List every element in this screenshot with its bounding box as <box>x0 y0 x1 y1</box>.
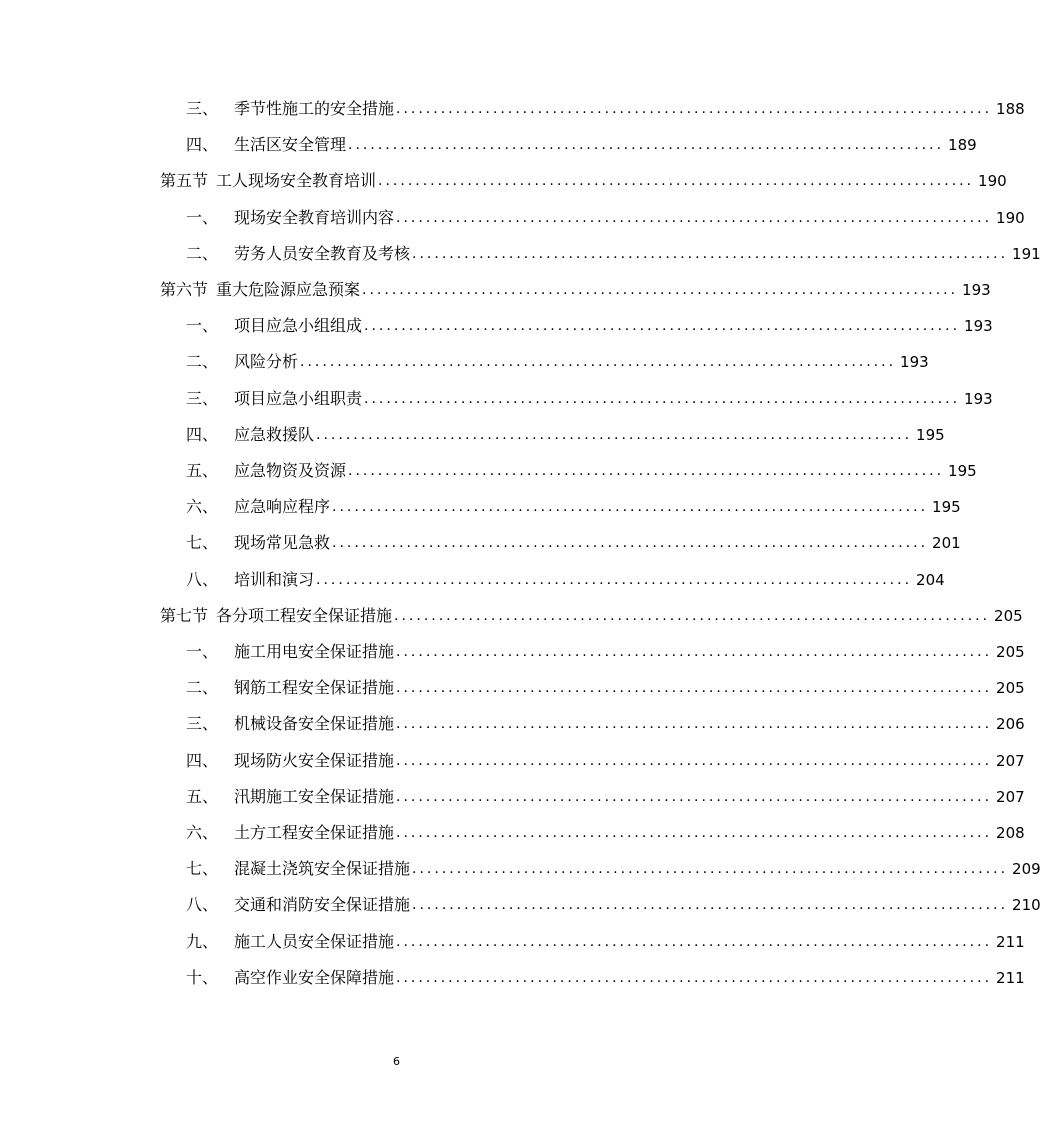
toc-entry-number: 四、 <box>186 135 219 155</box>
toc-entry-title: 项目应急小组职责 <box>234 388 363 408</box>
toc-entry-number: 七、 <box>186 533 219 553</box>
toc-entry <box>186 344 929 380</box>
toc-entry-title: 高空作业安全保障措施 <box>234 967 395 987</box>
toc-entry-title: 现场常见急救 <box>234 533 331 553</box>
toc-section-entry <box>160 598 1023 634</box>
toc-entry-page: 208 <box>996 824 1025 842</box>
toc-entry-page: 205 <box>994 606 1023 625</box>
toc-entry-page: 209 <box>1012 860 1041 879</box>
toc-entry-number: 二、 <box>186 678 219 698</box>
toc-entry-number: 三、 <box>186 714 219 734</box>
toc-entry-number: 五、 <box>186 786 219 806</box>
toc-entry <box>186 851 1041 887</box>
toc-entry-title: 工人现场安全教育培训 <box>216 171 377 191</box>
toc-entry-title: 施工人员安全保证措施 <box>234 931 395 951</box>
toc-entry-title: 各分项工程安全保证措施 <box>216 605 393 625</box>
toc-entry <box>186 815 1025 851</box>
toc-entry-title: 施工用电安全保证措施 <box>234 642 395 661</box>
toc-entry-number: 二、 <box>186 352 219 372</box>
toc-entry-number: 十、 <box>186 967 219 987</box>
toc-entry-page: 210 <box>1012 896 1041 915</box>
toc-entry-number: 第五节 <box>160 171 209 191</box>
toc-entry-number: 六、 <box>186 497 219 517</box>
toc-entry-number: 六、 <box>186 823 219 842</box>
toc-entry <box>186 489 961 525</box>
toc-entry-number: 一、 <box>186 207 219 227</box>
toc-entry-title: 交通和消防安全保证措施 <box>234 895 411 915</box>
toc-entry-number: 八、 <box>186 895 219 915</box>
toc-entry <box>186 127 977 163</box>
toc-entry-title: 汛期施工安全保证措施 <box>234 786 395 806</box>
toc-dot-leader: ................................................................................ <box>348 137 945 154</box>
toc-entry-number: 一、 <box>186 642 219 661</box>
toc-entry <box>186 706 1025 742</box>
toc-entry-page: 207 <box>996 787 1025 806</box>
toc-dot-leader: ................................................................................ <box>396 788 993 805</box>
toc-dot-leader: ................................................................................ <box>316 571 913 588</box>
toc-entry-page: 205 <box>996 643 1025 661</box>
toc-entry-title: 应急响应程序 <box>234 497 331 517</box>
toc-entry <box>186 381 993 417</box>
toc-entry-title: 机械设备安全保证措施 <box>234 714 395 734</box>
toc-entry <box>186 634 1025 670</box>
toc-dot-leader: ................................................................................ <box>396 969 993 986</box>
toc-entry-title: 应急物资及资源 <box>234 461 347 480</box>
toc-entry-page: 204 <box>916 570 945 589</box>
toc-entry-page: 193 <box>964 389 993 408</box>
toc-dot-leader: ................................................................................ <box>396 933 993 950</box>
toc-entry-page: 188 <box>996 100 1025 118</box>
toc-entry-number: 第六节 <box>160 280 209 299</box>
toc-section-entry <box>160 272 991 308</box>
toc-entry-number: 一、 <box>186 316 219 336</box>
toc-entry-title: 现场防火安全保证措施 <box>234 750 395 770</box>
toc-entry <box>186 200 1025 236</box>
toc-entry-title: 土方工程安全保证措施 <box>234 823 395 842</box>
toc-entry-page: 211 <box>996 968 1025 987</box>
toc-dot-leader: ................................................................................ <box>394 607 991 624</box>
toc-entry-page: 193 <box>900 353 929 372</box>
toc-entry-page: 190 <box>978 172 1007 191</box>
toc-entry-page: 191 <box>1012 244 1041 263</box>
toc-entry-number: 九、 <box>186 931 219 951</box>
toc-entry <box>186 91 1025 127</box>
toc-dot-leader: ................................................................................ <box>332 499 929 516</box>
toc-dot-leader: ................................................................................ <box>396 209 993 226</box>
toc-entry-title: 应急救援队 <box>234 424 315 444</box>
toc-entry-page: 193 <box>964 317 993 336</box>
toc-entry-page: 211 <box>996 932 1025 951</box>
toc-entry-page: 195 <box>916 425 945 444</box>
toc-entry <box>186 417 945 453</box>
toc-entry-title: 风险分析 <box>234 352 299 372</box>
toc-dot-leader: ................................................................................ <box>396 825 993 841</box>
toc-entry-title: 重大危险源应急预案 <box>216 280 361 299</box>
toc-entry-title: 培训和演习 <box>234 569 315 589</box>
toc-entry <box>186 525 961 561</box>
toc-dot-leader: ................................................................................ <box>364 390 961 407</box>
toc-entry-title: 劳务人员安全教育及考核 <box>234 243 411 263</box>
toc-dot-leader: ................................................................................ <box>378 173 975 190</box>
toc-entry-page: 195 <box>948 462 977 480</box>
toc-entry <box>186 562 945 598</box>
toc-entry <box>186 236 1041 272</box>
toc-entry-title: 生活区安全管理 <box>234 135 347 155</box>
toc-entry <box>186 924 1025 960</box>
toc-entry-title: 项目应急小组组成 <box>234 316 363 336</box>
toc-dot-leader: ................................................................................ <box>412 897 1009 914</box>
toc-entry-title: 现场安全教育培训内容 <box>234 207 395 227</box>
toc-dot-leader: ................................................................................ <box>316 426 913 443</box>
toc-entry <box>186 453 977 489</box>
toc-dot-leader: ................................................................................ <box>412 245 1009 262</box>
toc-dot-leader: ................................................................................ <box>300 354 897 371</box>
toc-dot-leader: ................................................................................ <box>348 463 945 479</box>
page-number: 6 <box>393 1055 400 1068</box>
toc-entry-page: 206 <box>996 715 1025 734</box>
toc-entry-number: 四、 <box>186 424 219 444</box>
toc-entry <box>186 308 993 344</box>
toc-dot-leader: ................................................................................ <box>412 861 1009 878</box>
toc-entry-number: 第七节 <box>160 605 209 625</box>
toc-section-entry <box>160 163 1007 199</box>
toc-dot-leader: ................................................................................ <box>332 535 929 552</box>
toc-entry <box>186 670 1025 706</box>
toc-entry <box>186 743 1025 779</box>
toc-dot-leader: ................................................................................ <box>362 282 959 298</box>
toc-entry-number: 三、 <box>186 388 219 408</box>
toc-entry-number: 七、 <box>186 859 219 879</box>
toc-dot-leader: ................................................................................ <box>396 752 993 769</box>
toc-entry-page: 195 <box>932 498 961 517</box>
toc-entry-number: 二、 <box>186 243 219 263</box>
toc-entry-number: 八、 <box>186 569 219 589</box>
toc-entry-number: 五、 <box>186 461 219 480</box>
toc-entry <box>186 960 1025 996</box>
toc-dot-leader: ................................................................................ <box>396 716 993 733</box>
toc-entry <box>186 887 1041 923</box>
toc-dot-leader: ................................................................................ <box>396 101 993 117</box>
toc-entry-title: 钢筋工程安全保证措施 <box>234 678 395 698</box>
toc-entry-title: 混凝土浇筑安全保证措施 <box>234 859 411 879</box>
toc-entry-page: 205 <box>996 679 1025 698</box>
toc-entry-page: 190 <box>996 208 1025 227</box>
toc-entry-page: 193 <box>962 281 991 299</box>
toc-dot-leader: ................................................................................ <box>364 318 961 335</box>
toc-entry-page: 201 <box>932 534 961 553</box>
toc-entry-page: 189 <box>948 136 977 155</box>
toc-entry-page: 207 <box>996 751 1025 770</box>
toc-entry-number: 四、 <box>186 750 219 770</box>
toc-entry <box>186 779 1025 815</box>
toc-dot-leader: ................................................................................ <box>396 680 993 697</box>
toc-dot-leader: ................................................................................ <box>396 644 993 660</box>
toc-entry-title: 季节性施工的安全措施 <box>234 99 395 118</box>
toc-entry-number: 三、 <box>186 99 219 118</box>
